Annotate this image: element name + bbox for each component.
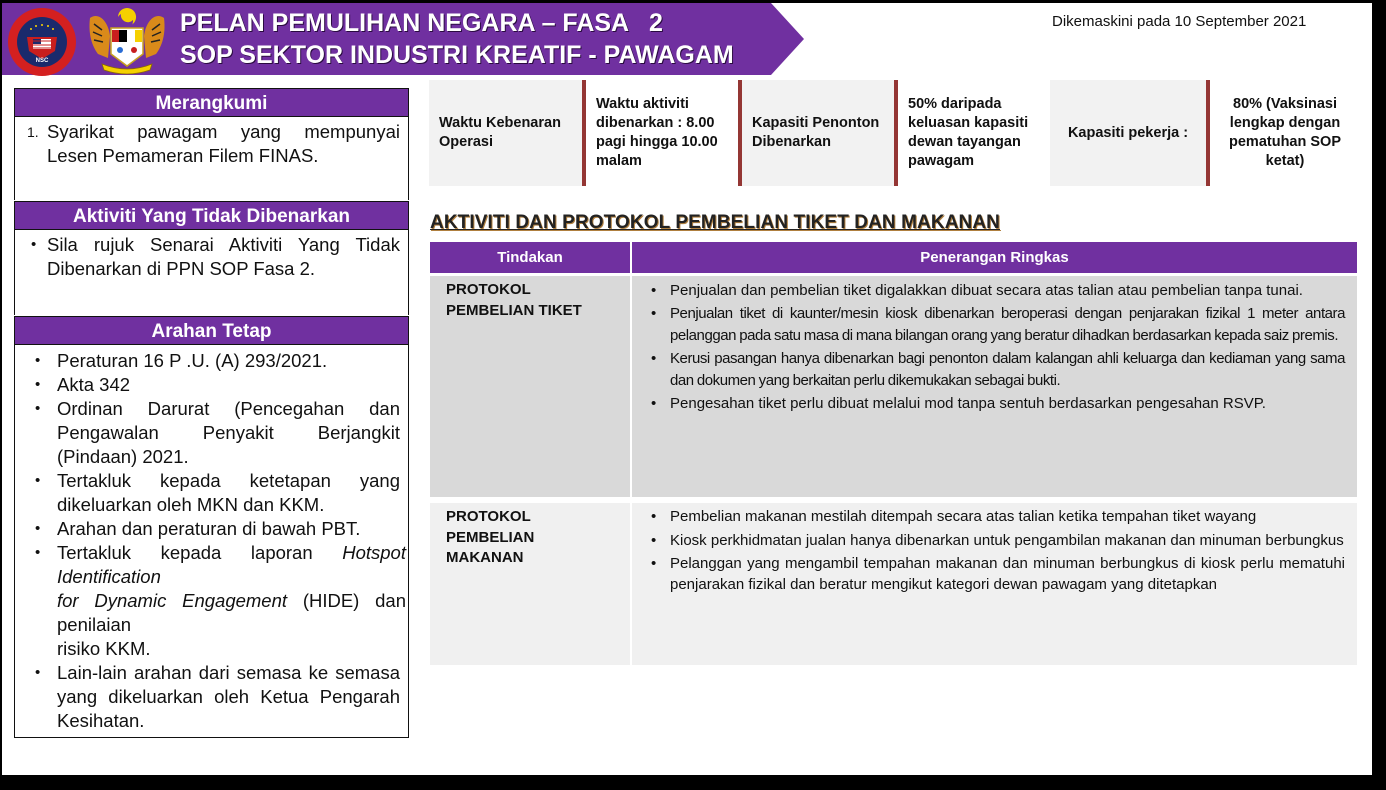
protocol-table [430, 242, 1357, 665]
arahan-item: • Tertakluk kepada ketetapan yang dikeluarkan oleh MKN dan KKM. [35, 470, 400, 515]
arahan-item: • Peraturan 16 P .U. (A) 293/2021. [35, 350, 328, 371]
info-value-kapasiti-pekerja: 80% (Vaksinasi lengkap dengan pematuhan SOP ketat) [1210, 80, 1360, 186]
column-header-penerangan: Penerangan Ringkas [632, 242, 1357, 273]
row-action: PROTOKOL PEMBELIAN TIKET [430, 276, 630, 497]
list-item: • Pengesahan tiket perlu dibuat melalui mod tanpa sentuh berdasarkan pengesahan RSVP. [648, 393, 1345, 416]
bullet-icon: • [31, 236, 37, 253]
info-value-kapasiti-penonton: 50% daripada keluasan kapasiti dewan tayangan pawagam [898, 80, 1050, 186]
bullet-icon: • [651, 282, 657, 299]
tidak-dibenarkan-header: Aktiviti Yang Tidak Dibenarkan [15, 201, 408, 230]
bullet-icon: • [651, 349, 656, 367]
section-title: AKTIVITI DAN PROTOKOL PEMBELIAN TIKET DAN MAKANAN [430, 212, 1000, 233]
bullet-icon: • [651, 555, 657, 572]
merangkumi-item: 1. Syarikat pawagam yang mempunyai Lesen Pemameran Filem FINAS. [27, 121, 400, 166]
slide [2, 3, 1372, 775]
bullet-icon: • [35, 400, 41, 417]
bullet-icon: • [35, 376, 41, 393]
table-row [430, 276, 1357, 497]
arahan-item: • Arahan dan peraturan di bawah PBT. [35, 518, 361, 539]
list-item: • Penjualan tiket di kaunter/mesin kiosk dibenarkan beroperasi dengan penjarakan fizikal 1 meter antara pelanggan pada satu masa di mana bilangan orang yang beratur dihadkan berdasarkan kepada saiz premis. [651, 304, 1345, 344]
info-label-waktu: Waktu Kebenaran Operasi [429, 80, 582, 186]
list-item: • Pelanggan yang mengambil tempahan makanan dan minuman berbungkus di kiosk perlu mematuhi penjarakan fizikal dan beratur mengikut kategori dewan pawagam yang ditetapkan [651, 555, 1345, 593]
bullet-icon: • [35, 352, 41, 369]
title-line-1: PELAN PEMULIHAN NEGARA – FASA 2 [180, 9, 663, 37]
info-label-kapasiti-penonton: Kapasiti Penonton Dibenarkan [742, 80, 894, 186]
bullet-icon: • [35, 544, 41, 561]
list-item: • Kiosk perkhidmatan jualan hanya dibenarkan untuk pengambilan makanan dan minuman berbungkus [648, 531, 1345, 552]
panel-bottom-border [14, 737, 409, 738]
info-bar [429, 80, 1360, 186]
arahan-item: • Akta 342 [35, 374, 131, 395]
arahan-tetap-header: Arahan Tetap [15, 316, 408, 345]
list-item: • Penjualan dan pembelian tiket digalakkan dibuat secara atas talian atau pembelian tanpa tunai. [648, 280, 1345, 303]
bullet-icon: • [35, 664, 41, 681]
arahan-item: • Ordinan Darurat (Pencegahan dan Pengawalan Penyakit Berjangkit (Pindaan) 2021. [35, 398, 400, 467]
row-action: PROTOKOL PEMBELIAN MAKANAN [430, 503, 630, 665]
info-value-waktu: Waktu aktiviti dibenarkan : 8.00 pagi hingga 10.00 malam [586, 80, 738, 186]
table-row [430, 503, 1357, 665]
bullet-icon: • [651, 531, 657, 549]
bullet-icon: • [35, 520, 41, 537]
title-line-2: SOP SEKTOR INDUSTRI KREATIF - PAWAGAM [180, 41, 734, 69]
bullet-icon: • [651, 508, 657, 525]
bullet-icon: • [35, 472, 41, 489]
bullet-icon: • [651, 394, 657, 412]
updated-date: Dikemaskini pada 10 September 2021 [1052, 13, 1307, 30]
info-label-kapasiti-pekerja: Kapasiti pekerja : [1050, 80, 1206, 186]
tidak-dibenarkan-item: • Sila rujuk Senarai Aktiviti Yang Tidak Dibenarkan di PPN SOP Fasa 2. [31, 234, 400, 279]
arahan-item: • Lain-lain arahan dari semasa ke semasa yang dikeluarkan oleh Ketua Pengarah Kesihatan. [35, 662, 400, 731]
list-item: • Pembelian makanan mestilah ditempah secara atas talian ketika tempahan tiket wayang [648, 507, 1345, 528]
jata-negara-logo [84, 6, 170, 76]
merangkumi-panel [14, 88, 409, 200]
tidak-dibenarkan-panel [14, 201, 409, 315]
page-title [180, 7, 734, 71]
svg-text:NSC: NSC [35, 58, 49, 64]
list-item: • Kerusi pasangan hanya dibenarkan bagi penonton dalam kalangan ahli keluarga dan kediaman yang sama dan dokumen yang berkaitan perlu dikemukakan sebagai bukti. [651, 349, 1345, 389]
table-header [430, 242, 1357, 273]
arahan-item-hide: • Tertakluk kepada laporan Hotspot Identification for Dynamic Engagement (HIDE) dan penilaian risiko KKM. [35, 542, 406, 659]
nsc-logo [5, 7, 79, 77]
row-description [632, 503, 1357, 665]
arahan-tetap-panel [14, 316, 409, 737]
merangkumi-header: Merangkumi [15, 88, 408, 117]
row-description [632, 276, 1357, 497]
bullet-icon: • [651, 304, 656, 322]
list-number: 1. [27, 124, 39, 140]
column-header-tindakan: Tindakan [430, 242, 630, 273]
